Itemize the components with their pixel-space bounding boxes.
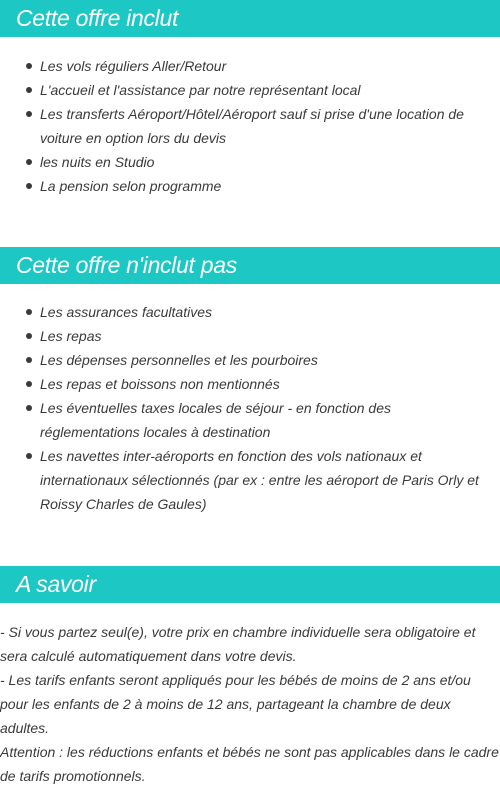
info-section-title: A savoir: [0, 566, 500, 603]
list-item: les nuits en Studio: [0, 150, 500, 174]
bullet-icon: [26, 405, 32, 411]
bullet-icon: [26, 183, 32, 189]
info-text: [0, 620, 500, 788]
info-line: - Si vous partez seul(e), votre prix en chambre individuelle sera obligatoire et sera calculé automatiquement dans votre devis.: [0, 624, 476, 664]
list-item: L'accueil et l'assistance par notre représentant local: [0, 78, 500, 102]
list-item: Les assurances facultatives: [0, 300, 500, 324]
bullet-icon: [26, 357, 32, 363]
bullet-icon: [26, 333, 32, 339]
bullet-icon: [26, 381, 32, 387]
list-item: Les repas: [0, 324, 500, 348]
list-item: Les éventuelles taxes locales de séjour - en fonction des réglementations locales à destination: [0, 396, 500, 444]
list-item: Les vols réguliers Aller/Retour: [0, 54, 500, 78]
excluded-list: [0, 300, 500, 516]
included-section-title: Cette offre inclut: [0, 0, 500, 37]
bullet-icon: [26, 453, 32, 459]
bullet-icon: [26, 159, 32, 165]
excluded-section-title: Cette offre n'inclut pas: [0, 247, 500, 284]
list-item: Les navettes inter-aéroports en fonction des vols nationaux et internationaux sélectionnés (par ex : entre les aéroport de Paris Orly et Roissy Charles de Gaules): [0, 444, 500, 516]
list-item: La pension selon programme: [0, 174, 500, 198]
bullet-icon: [26, 63, 32, 69]
list-item: Les dépenses personnelles et les pourboires: [0, 348, 500, 372]
list-item: Les repas et boissons non mentionnés: [0, 372, 500, 396]
included-list: [0, 54, 500, 198]
bullet-icon: [26, 111, 32, 117]
info-line: - Les tarifs enfants seront appliqués pour les bébés de moins de 2 ans et/ou pour les enfants de 2 à moins de 12 ans, partageant la chambre de deux adultes.: [0, 672, 471, 736]
bullet-icon: [26, 87, 32, 93]
bullet-icon: [26, 309, 32, 315]
info-line: Attention : les réductions enfants et bébés ne sont pas applicables dans le cadre de tarifs promotionnels.: [0, 744, 499, 784]
list-item: Les transferts Aéroport/Hôtel/Aéroport sauf si prise d'une location de voiture en option lors du devis: [0, 102, 500, 150]
